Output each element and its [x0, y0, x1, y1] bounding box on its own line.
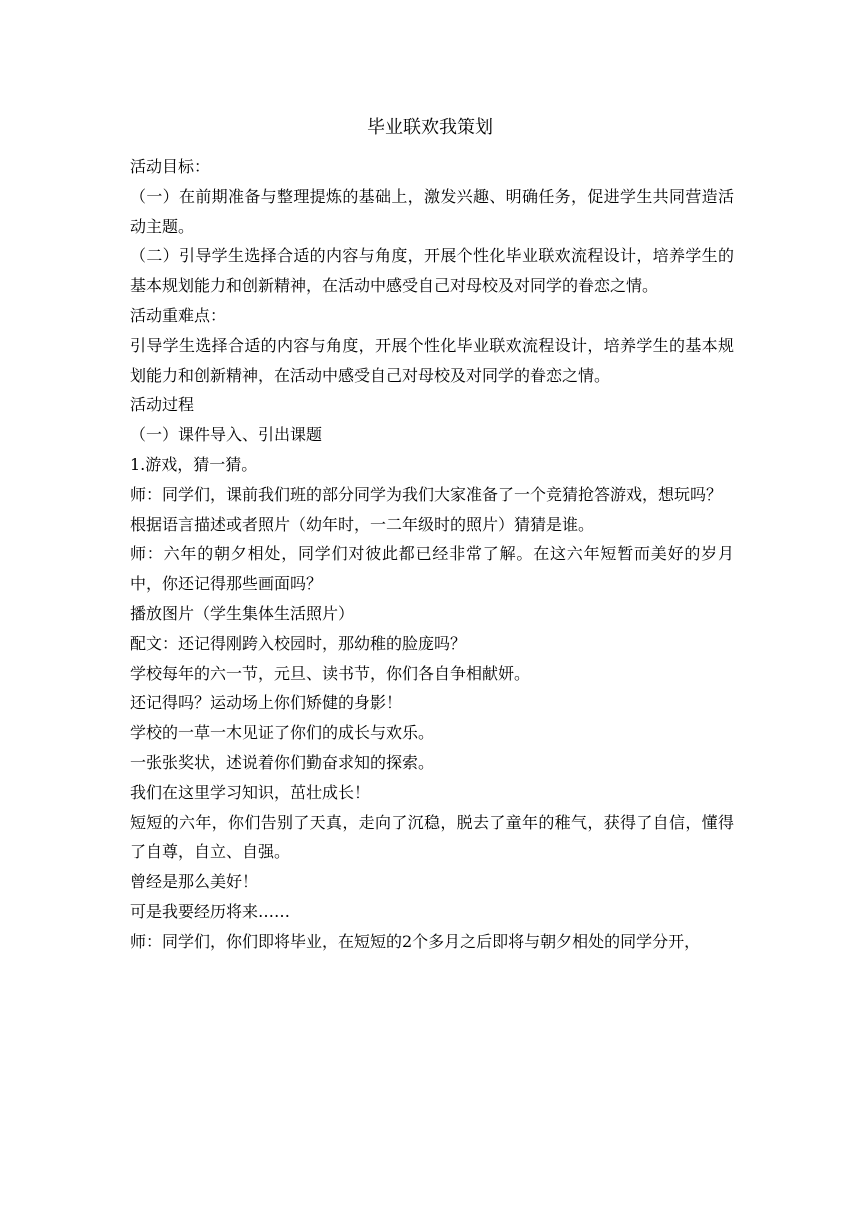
paragraph-guess: 根据语言描述或者照片（幼年时，一二年级时的照片）猜猜是谁。: [130, 514, 595, 534]
paragraph-play-pictures: 播放图片（学生集体生活照片）: [130, 603, 355, 623]
document-body: [130, 152, 734, 957]
paragraph-teacher-1: 师：同学们，课前我们班的部分同学为我们大家准备了一个竞猜抢答游戏，想玩吗？: [130, 484, 723, 504]
paragraph-section-1: （一）课件导入、引出课题: [130, 425, 323, 445]
paragraph-caption-9: 可是我要经历将来……: [130, 901, 291, 921]
paragraph-caption-1: 配文：还记得刚跨入校园时，那幼稚的脸庞吗？: [130, 633, 467, 653]
paragraph-caption-8: 曾经是那么美好！: [130, 872, 259, 892]
document-title: 毕业联欢我策划: [367, 117, 493, 138]
paragraph-caption-4: 学校的一草一木见证了你们的成长与欢乐。: [130, 723, 435, 743]
paragraph-caption-6: 我们在这里学习知识，茁壮成长！: [130, 782, 371, 802]
paragraph-goals-heading: 活动目标：: [130, 157, 211, 176]
paragraph-goal-1: （一）在前期准备与整理提炼的基础上，激发兴趣、明确任务，促进学生共同营造活动主题。: [130, 186, 734, 236]
paragraph-caption-5: 一张张奖状，述说着你们勤奋求知的探索。: [130, 752, 435, 772]
paragraph-key-points: 引导学生选择合适的内容与角度，开展个性化毕业联欢流程设计，培养学生的基本规划能力和创新精神，在活动中感受自己对母校及对同学的眷恋之情。: [130, 335, 734, 385]
paragraph-key-points-heading: 活动重难点：: [130, 305, 227, 325]
paragraph-goal-2: （二）引导学生选择合适的内容与角度，开展个性化毕业联欢流程设计，培养学生的基本规划能力和创新精神，在活动中感受自己对母校及对同学的眷恋之情。: [130, 246, 734, 296]
paragraph-process-heading: 活动过程: [130, 395, 195, 415]
paragraph-teacher-3: 师：同学们，你们即将毕业，在短短的2个多月之后即将与朝夕相处的同学分开，: [130, 931, 701, 951]
paragraph-teacher-2: 师：六年的朝夕相处，同学们对彼此都已经非常了解。在这六年短暂而美好的岁月中，你还记得那些画面吗？: [130, 544, 734, 594]
paragraph-caption-3: 还记得吗？运动场上你们矫健的身影！: [130, 693, 403, 713]
paragraph-caption-7: 短短的六年，你们告别了天真，走向了沉稳，脱去了童年的稚气，获得了自信，懂得了自尊，自立、自强。: [130, 812, 734, 862]
paragraph-caption-2: 学校每年的六一节，元旦、读书节，你们各自争相献妍。: [130, 663, 531, 683]
paragraph-step-1: 1.游戏，猜一猜。: [130, 454, 258, 474]
